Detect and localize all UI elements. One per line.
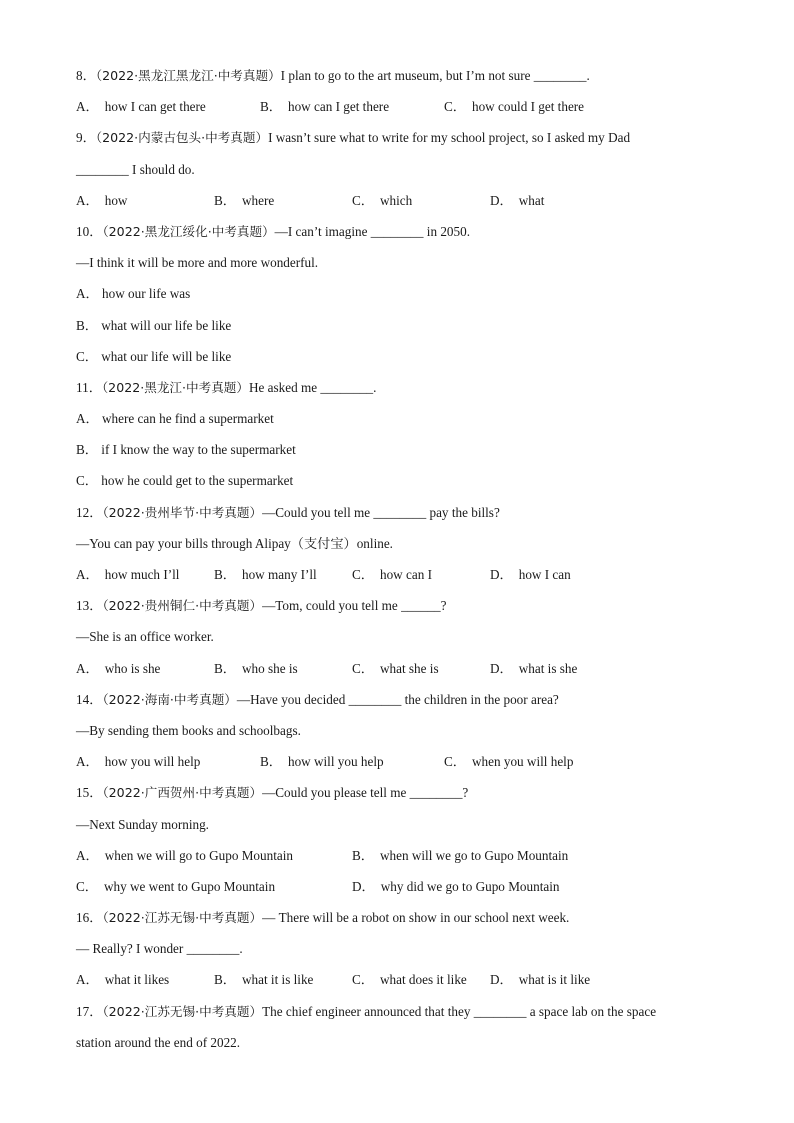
- question-8-stem: 8．（2022·黑龙江黑龙江·中考真题）I plan to go to the art museum, but I’m not sure ________.: [76, 68, 590, 83]
- question-source: （2022·海南·中考真题）: [102, 691, 237, 707]
- option-d[interactable]: D． how I can: [490, 567, 571, 582]
- option-a[interactable]: A． how our life was: [76, 286, 191, 302]
- option-c[interactable]: C． why we went to Gupo Mountain: [76, 878, 276, 894]
- question-12-options: [76, 563, 726, 594]
- option-b[interactable]: B． how will you help: [260, 754, 384, 770]
- question-17-stem-continued: station around the end of 2022.: [76, 1034, 241, 1050]
- question-source: （2022·内蒙古包头·中考真题）: [95, 130, 269, 146]
- question-15-options-row-1: [76, 844, 726, 875]
- question-16-response: — Really? I wonder ________.: [76, 941, 243, 957]
- question-10-stem: 10．（2022·黑龙江绥化·中考真题）—I can’t imagine ________ in 2050.: [76, 223, 471, 239]
- question-15-stem: 15．（2022·广西贺州·中考真题）—Could you please tell me ________?: [76, 785, 469, 801]
- question-14-stem: 14．（2022·海南·中考真题）—Have you decided ________ the children in the poor area?: [76, 691, 559, 707]
- option-a[interactable]: A． how: [76, 192, 128, 208]
- question-9-stem-continued: ________ I should do.: [76, 161, 195, 177]
- option-b[interactable]: B． if I know the way to the supermarket: [76, 442, 296, 458]
- option-b[interactable]: B． where: [214, 192, 275, 208]
- question-12-response: —You can pay your bills through Alipay（支付宝）online.: [76, 535, 393, 551]
- question-13-response: —She is an office worker.: [76, 629, 214, 645]
- option-a[interactable]: A． who is she: [76, 660, 161, 676]
- question-source: （2022·贵州毕节·中考真题）: [102, 504, 263, 520]
- question-source: （2022·黑龙江·中考真题）: [101, 379, 249, 395]
- option-b[interactable]: B． how many I’ll: [214, 567, 317, 582]
- question-13-options: [76, 657, 726, 688]
- option-c[interactable]: C． how could I get there: [444, 99, 585, 115]
- option-d[interactable]: D． what is it like: [490, 972, 591, 988]
- question-source: （2022·黑龙江黑龙江·中考真题）: [95, 68, 281, 83]
- question-14-options: [76, 750, 726, 781]
- option-b[interactable]: B． what will our life be like: [76, 317, 232, 333]
- question-source: （2022·贵州铜仁·中考真题）: [102, 598, 263, 614]
- option-a[interactable]: A． where can he find a supermarket: [76, 411, 274, 427]
- question-source: （2022·黑龙江绥化·中考真题）: [102, 223, 275, 239]
- question-16-options: [76, 968, 726, 999]
- question-17-stem: 17．（2022·江苏无锡·中考真题）The chief engineer announced that they ________ a space lab on the space: [76, 1003, 657, 1019]
- question-10-response: —I think it will be more and more wonderful.: [76, 255, 319, 271]
- question-source: （2022·广西贺州·中考真题）: [102, 785, 263, 801]
- question-15-response: —Next Sunday morning.: [76, 816, 209, 832]
- option-d[interactable]: D． what is she: [490, 660, 578, 676]
- option-b[interactable]: B． who she is: [214, 660, 298, 676]
- question-16-stem: 16．（2022·江苏无锡·中考真题）— There will be a robot on show in our school next week.: [76, 910, 570, 926]
- question-12-stem: 12．（2022·贵州毕节·中考真题）—Could you tell me ________ pay the bills?: [76, 504, 500, 520]
- option-a[interactable]: A． when we will go to Gupo Mountain: [76, 847, 293, 863]
- option-d[interactable]: D． why did we go to Gupo Mountain: [352, 878, 560, 894]
- question-14-response: —By sending them books and schoolbags.: [76, 722, 301, 738]
- question-11-stem: 11．（2022·黑龙江·中考真题）He asked me ________.: [76, 379, 377, 395]
- option-a[interactable]: A． how much I’ll: [76, 567, 180, 582]
- option-c[interactable]: C． what she is: [352, 660, 439, 676]
- option-a[interactable]: A． how you will help: [76, 754, 201, 770]
- question-9-stem: 9．（2022·内蒙古包头·中考真题）I wasn’t sure what to write for my school project, so I asked my Dad: [76, 130, 631, 146]
- question-13-stem: 13．（2022·贵州铜仁·中考真题）—Tom, could you tell me ______?: [76, 598, 447, 614]
- question-15-options-row-2: [76, 875, 726, 906]
- option-c[interactable]: C． when you will help: [444, 754, 574, 770]
- question-9-options: [76, 189, 726, 220]
- question-source: （2022·江苏无锡·中考真题）: [102, 1003, 263, 1019]
- option-b[interactable]: B． how can I get there: [260, 99, 390, 115]
- option-c[interactable]: C． what does it like: [352, 972, 467, 988]
- option-c[interactable]: C． how can I: [352, 567, 432, 582]
- worksheet-page: [76, 64, 726, 1062]
- question-source: （2022·江苏无锡·中考真题）: [102, 910, 263, 926]
- option-a[interactable]: A． how I can get there: [76, 99, 206, 115]
- option-d[interactable]: D． what: [490, 192, 545, 208]
- option-c[interactable]: C． how he could get to the supermarket: [76, 473, 294, 489]
- option-b[interactable]: B． what it is like: [214, 972, 314, 988]
- option-c[interactable]: C． which: [352, 192, 413, 208]
- option-a[interactable]: A． what it likes: [76, 972, 170, 988]
- option-b[interactable]: B． when will we go to Gupo Mountain: [352, 847, 569, 863]
- option-c[interactable]: C． what our life will be like: [76, 348, 232, 364]
- question-8-options: [76, 95, 726, 126]
